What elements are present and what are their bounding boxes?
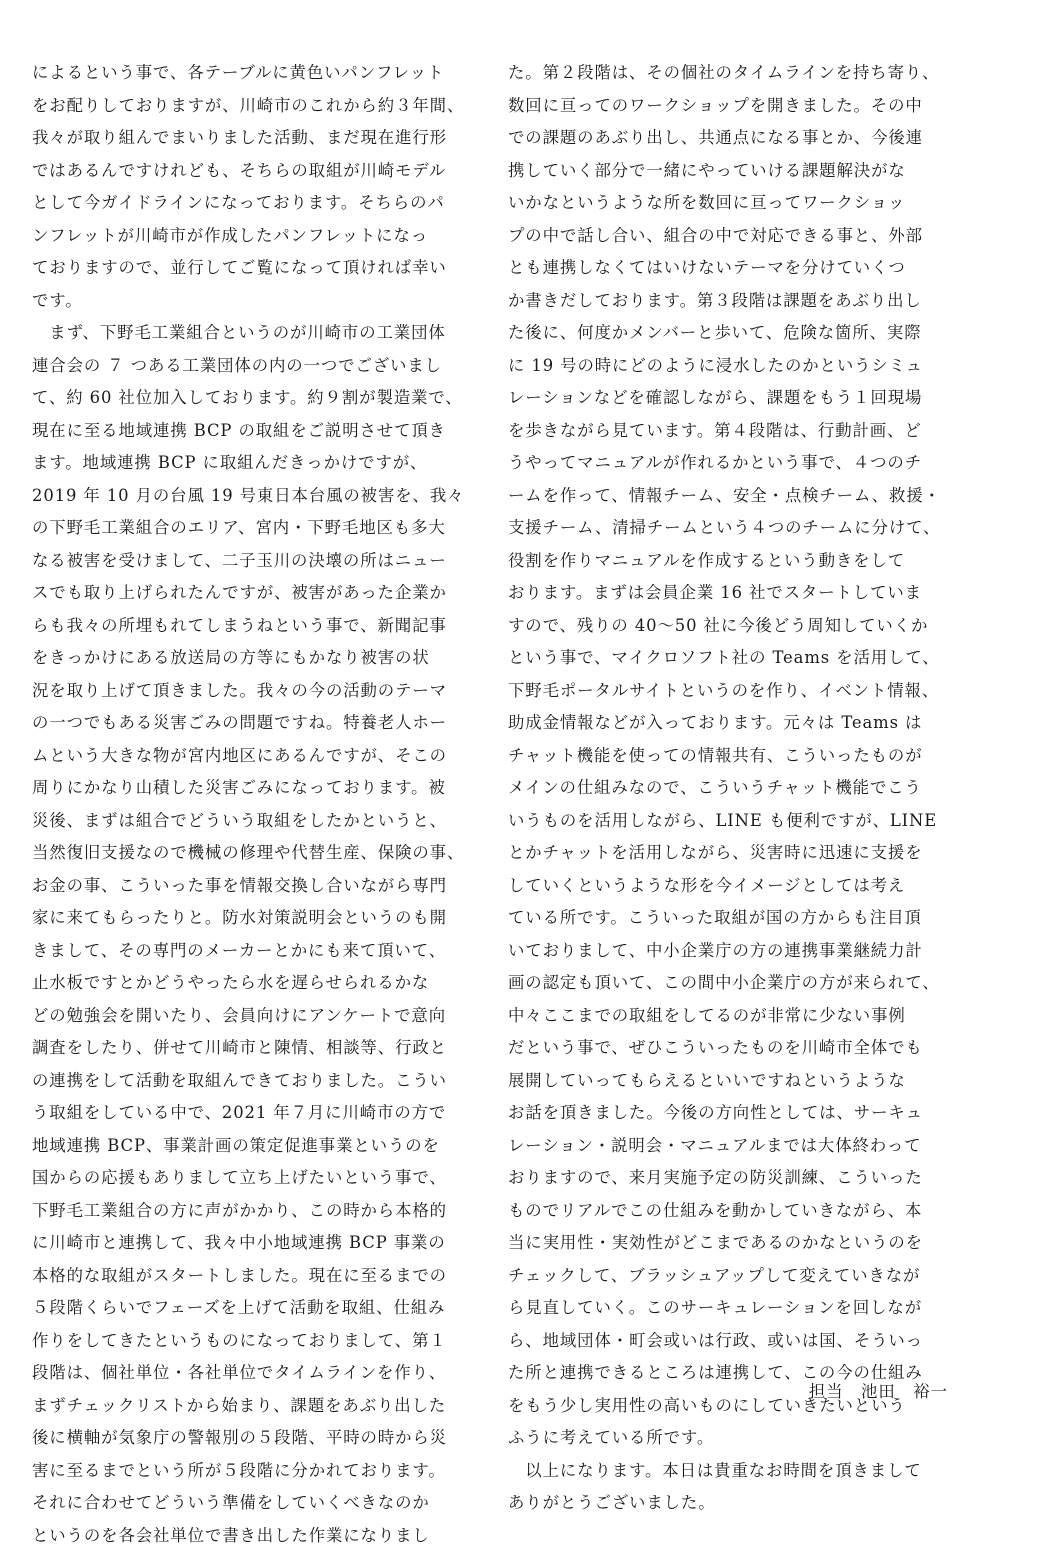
left-column-line: ５段階くらいでフェーズを上げて活動を取組、仕組み <box>32 1292 494 1325</box>
left-column-line: なる被害を受けまして、二子玉川の決壊の所はニュー <box>32 545 494 578</box>
right-column-line: 画の認定も頂いて、この間中小企業庁の方が来られて、 <box>508 967 970 1000</box>
right-column-line: うやってマニュアルが作れるかという事で、４つのチ <box>508 447 970 480</box>
left-column-line: をきっかけにある放送局の方等にもかなり被害の状 <box>32 642 494 675</box>
left-column-line: 我々が取り組んでまいりました活動、まだ現在進行形 <box>32 122 494 155</box>
left-column-line: の連携をして活動を取組んできておりました。こうい <box>32 1065 494 1098</box>
left-column-line: て、約 60 社位加入しております。約９割が製造業で、 <box>32 382 494 415</box>
right-column-line: 助成金情報などが入っております。元々は Teams は <box>508 707 970 740</box>
left-column-line: ておりますので、並行してご覧になって頂ければ幸い <box>32 252 494 285</box>
left-column-line: 作りをしてきたというものになっておりまして、第１ <box>32 1325 494 1358</box>
right-column-line: ら、地域団体・町会或いは行政、或いは国、そういっ <box>508 1325 970 1358</box>
left-column-line: う取組をしている中で、2021 年７月に川崎市の方で <box>32 1097 494 1130</box>
left-column-line: 周りにかなり山積した災害ごみになっております。被 <box>32 772 494 805</box>
left-column-line: 現在に至る地域連携 BCP の取組をご説明させて頂き <box>32 415 494 448</box>
right-column-line: チャット機能を使っての情報共有、こういったものが <box>508 740 970 773</box>
left-column-line: 家に来てもらったりと。防水対策説明会というのも開 <box>32 902 494 935</box>
left-column-line: というのを各会社単位で書き出した作業になりまし <box>32 1520 494 1552</box>
right-column-line: 支援チーム、清掃チームという４つのチームに分けて、 <box>508 512 970 545</box>
left-column-line: ンフレットが川崎市が作成したパンフレットになっ <box>32 220 494 253</box>
left-column-line: まずチェックリストから始まり、課題をあぶり出した <box>32 1390 494 1423</box>
left-column-line: スでも取り上げられたんですが、被害があった企業か <box>32 577 494 610</box>
right-column-line: た所と連携できるところは連携して、この今の仕組み <box>508 1357 970 1390</box>
right-column-line: レーションなどを確認しながら、課題をもう１回現場 <box>508 382 970 415</box>
left-column-line: 本格的な取組がスタートしました。現在に至るまでの <box>32 1260 494 1293</box>
right-column-line: を歩きながら見ています。第４段階は、行動計画、ど <box>508 415 970 448</box>
right-column-line: ている所です。こういった取組が国の方からも注目頂 <box>508 902 970 935</box>
left-column-line: 当然復旧支援なので機械の修理や代替生産、保険の事、 <box>32 837 494 870</box>
left-column-line: の下野毛工業組合のエリア、宮内・下野毛地区も多大 <box>32 512 494 545</box>
left-column-line: 況を取り上げて頂きました。我々の今の活動のテーマ <box>32 675 494 708</box>
left-column-line: 調査をしたり、併せて川崎市と陳情、相談等、行政と <box>32 1032 494 1065</box>
right-column-line: ームを作って、情報チーム、安全・点検チーム、救援・ <box>508 480 970 513</box>
left-column-line: 2019 年 10 月の台風 19 号東日本台風の被害を、我々 <box>32 480 494 513</box>
right-column-line: いうものを活用しながら、LINE も便利ですが、LINE <box>508 805 970 838</box>
left-column-line: 止水板ですとかどうやったら水を遅らせられるかな <box>32 967 494 1000</box>
right-column-line: での課題のあぶり出し、共通点になる事とか、今後連 <box>508 122 970 155</box>
right-column-line: とかチャットを活用しながら、災害時に迅速に支援を <box>508 837 970 870</box>
left-column-line: として今ガイドラインになっております。そちらのパ <box>32 187 494 220</box>
right-column-line: た後に、何度かメンバーと歩いて、危険な箇所、実際 <box>508 317 970 350</box>
right-column-line: メインの仕組みなので、こういうチャット機能でこう <box>508 772 970 805</box>
left-column-line: どの勉強会を開いたり、会員向けにアンケートで意向 <box>32 1000 494 1033</box>
left-column-line: まず、下野毛工業組合というのが川崎市の工業団体 <box>32 317 494 350</box>
right-column-line: に 19 号の時にどのように浸水したのかというシミュ <box>508 350 970 383</box>
right-column-line: すので、残りの 40～50 社に今後どう周知していくか <box>508 610 970 643</box>
right-column-line: おります。まずは会員企業 16 社でスタートしていま <box>508 577 970 610</box>
right-column-line: 下野毛ポータルサイトというのを作り、イベント情報、 <box>508 675 970 708</box>
left-column-line: の一つでもある災害ごみの問題ですね。特養老人ホー <box>32 707 494 740</box>
right-column-line: 数回に亘ってのワークショップを開きました。その中 <box>508 90 970 123</box>
left-column-line: 段階は、個社単位・各社単位でタイムラインを作り、 <box>32 1357 494 1390</box>
right-column-line: 役割を作りマニュアルを作成するという動きをして <box>508 545 970 578</box>
left-column-line: お金の事、こういった事を情報交換し合いながら専門 <box>32 870 494 903</box>
right-column-line: ものでリアルでこの仕組みを動かしていきながら、本 <box>508 1195 970 1228</box>
right-column-line: いかなというような所を数回に亘ってワークショッ <box>508 187 970 220</box>
right-column-line: いておりまして、中小企業庁の方の連携事業継続力計 <box>508 935 970 968</box>
left-column-line: ではあるんですけれども、そちらの取組が川崎モデル <box>32 155 494 188</box>
right-column-line: していくというような形を今イメージとしては考え <box>508 870 970 903</box>
left-text-column <box>32 57 494 1552</box>
right-column-line: とも連携しなくてはいけないテーマを分けていくつ <box>508 252 970 285</box>
right-column-line: 当に実用性・実効性がどこまであるのかなというのを <box>508 1227 970 1260</box>
left-column-line: それに合わせてどういう準備をしていくべきなのか <box>32 1487 494 1520</box>
left-column-line: をお配りしておりますが、川崎市のこれから約３年間、 <box>32 90 494 123</box>
left-column-line: ムという大きな物が宮内地区にあるんですが、そこの <box>32 740 494 773</box>
right-column-line: チェックして、ブラッシュアップして変えていきなが <box>508 1260 970 1293</box>
left-column-line: 後に横軸が気象庁の警報別の５段階、平時の時から災 <box>32 1422 494 1455</box>
right-text-column <box>508 57 970 1520</box>
author-signature: 担当 池田 裕一 <box>508 1376 948 1408</box>
right-column-line: た。第２段階は、その個社のタイムラインを持ち寄り、 <box>508 57 970 90</box>
right-column-line: だという事で、ぜひこういったものを川崎市全体でも <box>508 1032 970 1065</box>
left-column-line: 災後、まずは組合でどういう取組をしたかというと、 <box>32 805 494 838</box>
right-column-line: 展開していってもらえるといいですねというような <box>508 1065 970 1098</box>
right-column-line: ら見直していく。このサーキュレーションを回しなが <box>508 1292 970 1325</box>
right-column-line: レーション・説明会・マニュアルまでは大体終わって <box>508 1130 970 1163</box>
right-column-line: か書きだしております。第３段階は課題をあぶり出し <box>508 285 970 318</box>
left-column-line: 国からの応援もありまして立ち上げたいという事で、 <box>32 1162 494 1195</box>
left-column-line: らも我々の所埋もれてしまうねという事で、新聞記事 <box>32 610 494 643</box>
left-column-line: 連合会の ７ つある工業団体の内の一つでございまし <box>32 350 494 383</box>
left-column-line: 害に至るまでという所が５段階に分かれております。 <box>32 1455 494 1488</box>
right-column-line: おりますので、来月実施予定の防災訓練、こういった <box>508 1162 970 1195</box>
left-column-line: ます。地域連携 BCP に取組んだきっかけですが、 <box>32 447 494 480</box>
left-column-line: です。 <box>32 285 494 318</box>
left-column-line: きまして、その専門のメーカーとかにも来て頂いて、 <box>32 935 494 968</box>
left-column-line: 下野毛工業組合の方に声がかかり、この時から本格的 <box>32 1195 494 1228</box>
right-column-line: ありがとうございました。 <box>508 1487 970 1520</box>
right-column-line: プの中で話し合い、組合の中で対応できる事と、外部 <box>508 220 970 253</box>
right-column-line: をもう少し実用性の高いものにしていきたいという <box>508 1390 970 1423</box>
right-column-line: 以上になります。本日は貴重なお時間を頂きまして <box>508 1455 970 1488</box>
right-column-line: ふうに考えている所です。 <box>508 1422 970 1455</box>
left-column-line: によるという事で、各テーブルに黄色いパンフレット <box>32 57 494 90</box>
right-column-line: 中々ここまでの取組をしてるのが非常に少ない事例 <box>508 1000 970 1033</box>
right-column-line: 携していく部分で一緒にやっていける課題解決がな <box>508 155 970 188</box>
right-column-line: という事で、マイクロソフト社の Teams を活用して、 <box>508 642 970 675</box>
right-column-line: お話を頂きました。今後の方向性としては、サーキュ <box>508 1097 970 1130</box>
left-column-line: に川崎市と連携して、我々中小地域連携 BCP 事業の <box>32 1227 494 1260</box>
left-column-line: 地域連携 BCP、事業計画の策定促進事業というのを <box>32 1130 494 1163</box>
